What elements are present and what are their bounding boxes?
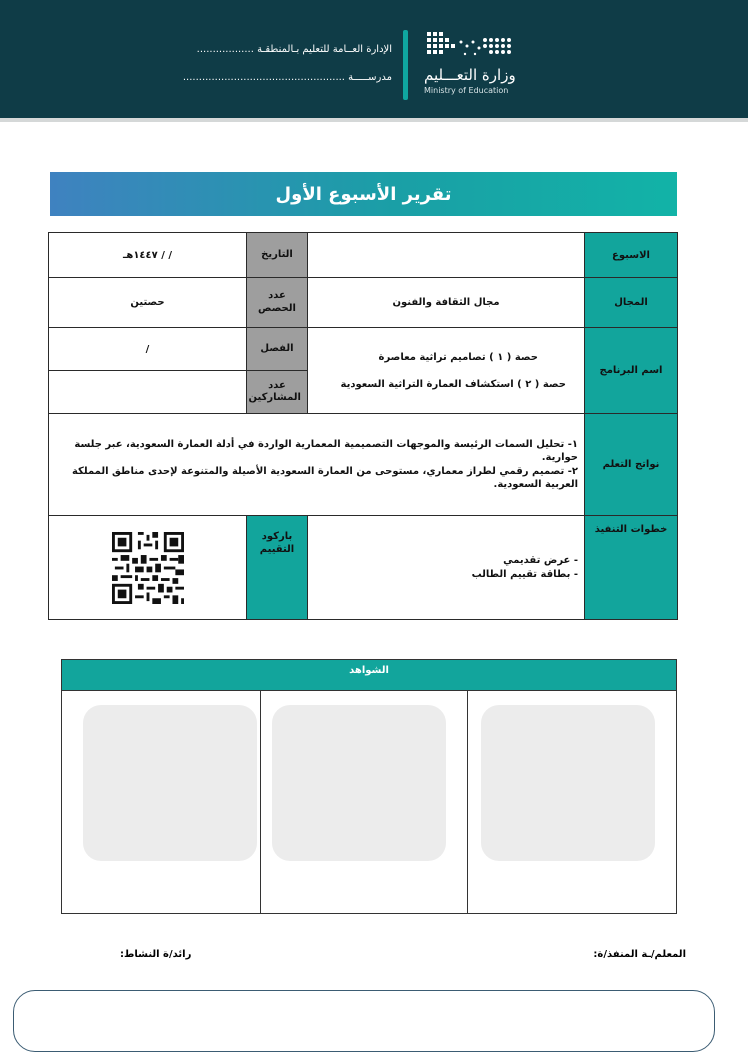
qr-code-icon[interactable] — [112, 532, 184, 604]
barcode-label: باركود التقييم — [247, 516, 308, 620]
sessions-label: عدد الحصص — [247, 278, 308, 328]
page-header — [0, 0, 748, 118]
outcomes-list — [49, 414, 585, 516]
steps-label: خطوات التنفيذ — [585, 516, 678, 620]
logo-divider — [403, 30, 408, 100]
steps-list — [308, 516, 585, 620]
step-item: - بطاقة تقييم الطالب — [471, 568, 578, 580]
ministry-name-ar: وزارة التعـــليم — [424, 66, 516, 84]
header-divider — [0, 118, 748, 122]
evidence-title: الشواهد — [62, 660, 676, 691]
outcome-item: ٢- تصميم رقمي لطراز معماري، مستوحى من العمارة السعودية الأصيلة والمتنوعة لإحدى مناطق المملكة العربية السعودية. — [71, 465, 578, 490]
activity-leader-signature-label: رائد/ة النشاط: — [120, 949, 192, 960]
teacher-signature-label: المعلم/ـة المنفذ/ة: — [593, 949, 686, 960]
week-row — [49, 233, 678, 278]
program-session-2: حصة ( ٢ ) استكشاف العمارة التراثية السعودية — [340, 378, 566, 390]
program-row — [49, 328, 678, 371]
barcode-cell — [49, 516, 247, 620]
evidence-section — [61, 659, 677, 914]
program-sessions — [308, 328, 585, 414]
participants-value[interactable] — [49, 371, 247, 414]
steps-row — [49, 516, 678, 620]
evidence-photo-slot-3[interactable] — [83, 705, 257, 861]
program-label: اسم البرنامج — [585, 328, 678, 414]
sessions-value: حصتين — [49, 278, 247, 328]
report-table — [48, 232, 678, 620]
evidence-photo-slot-1[interactable] — [481, 705, 655, 861]
bottom-frame — [13, 990, 715, 1052]
domain-value: مجال الثقافة والفنون — [308, 278, 585, 328]
participants-label: عدد المشاركين — [247, 371, 308, 414]
outcomes-row — [49, 414, 678, 516]
ministry-name-en: Ministry of Education — [424, 86, 509, 95]
class-label: الفصل — [247, 328, 308, 371]
region-line: الإدارة العــامة للتعليم بـالمنطقـة .................. — [196, 44, 392, 55]
ministry-logo-icon — [425, 30, 517, 64]
date-value[interactable]: / / ١٤٤٧هـ — [49, 233, 247, 278]
date-label: التاريخ — [247, 233, 308, 278]
domain-row — [49, 278, 678, 328]
class-value[interactable]: / — [49, 328, 247, 371]
step-item: - عرض تقديمي — [503, 554, 578, 566]
week-value[interactable] — [308, 233, 585, 278]
program-session-1: حصة ( ١ ) تصاميم تراثية معاصرة — [378, 351, 538, 363]
evidence-photo-slot-2[interactable] — [272, 705, 446, 861]
domain-label: المجال — [585, 278, 678, 328]
school-line: مدرســـــة ................................................... — [182, 72, 392, 83]
week-label: الاسبوع — [585, 233, 678, 278]
outcomes-label: نواتج التعلم — [585, 414, 678, 516]
report-title: تقرير الأسبوع الأول — [50, 172, 677, 216]
outcome-item: ١- تحليل السمات الرئيسة والموجهات التصميمية المعمارية الواردة في أدلة العمارة السعودية، عبر جلسة حوارية. — [74, 438, 578, 463]
